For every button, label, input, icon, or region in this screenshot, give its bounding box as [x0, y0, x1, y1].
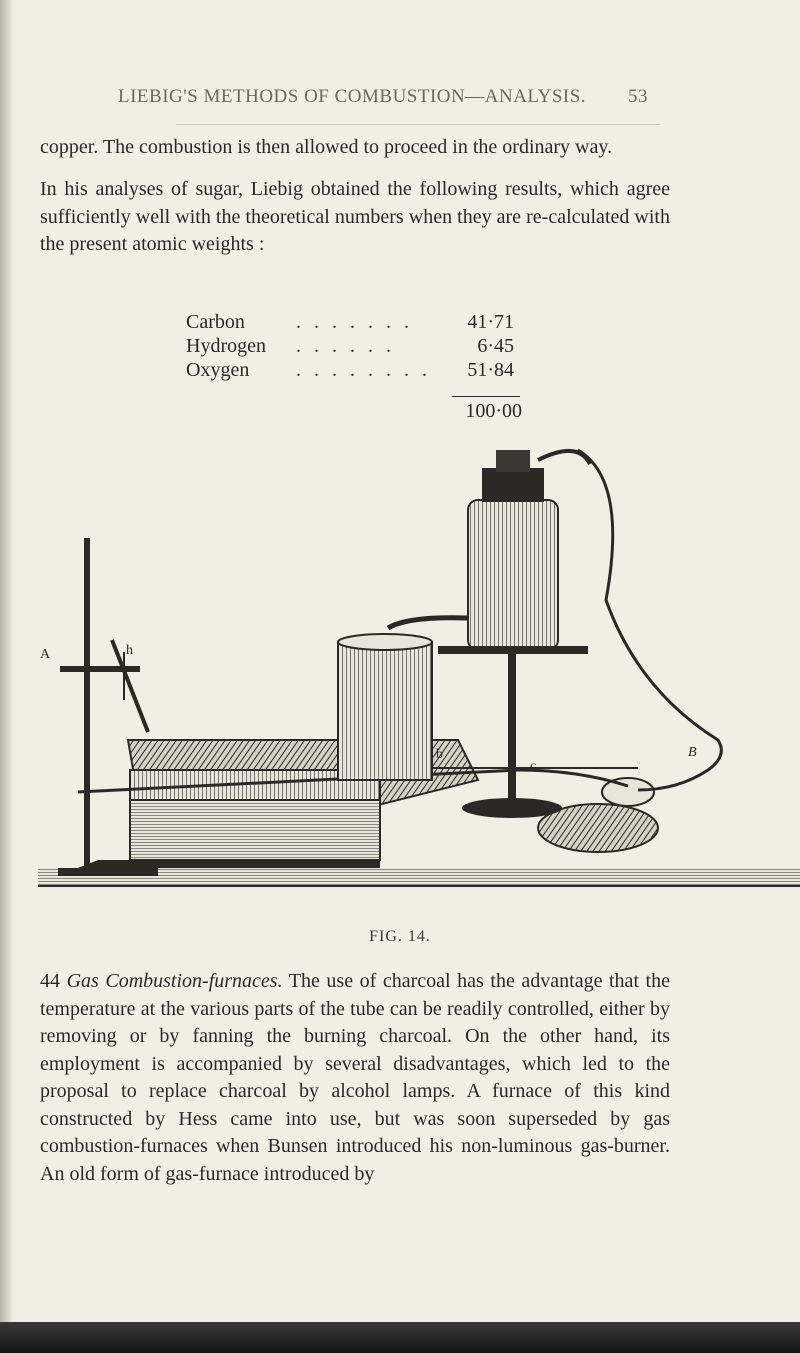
combustion-apparatus-figure	[38, 440, 800, 915]
label-a: A	[40, 647, 51, 662]
header-rule	[176, 124, 660, 125]
section-number: 44	[40, 970, 60, 992]
section-body: The use of charcoal has the advantage that the temperature at the various parts of the tube can be readily controlled, either by removing or by fanning the burning charcoal. On the other hand, its employment is accompanied by several disadvantages, which led to the proposal to replace charcoal by alcohol lamps. A furnace of this kind constructed by Hess came into use, but was soon superseded by gas combustion-furnaces when Bunsen introduced his non-luminous gas-burner. An old form of gas-furnace introduced by	[40, 970, 670, 1185]
figure-caption: FIG. 14.	[369, 928, 431, 945]
results-table	[186, 310, 536, 382]
element-name: Hydrogen	[186, 335, 266, 357]
rubber-tube	[538, 450, 721, 790]
scan-bottom-edge	[0, 1322, 800, 1353]
paragraph-liebig-text: In his analyses of sugar, Liebig obtained the following results, which agree sufficiently well with the theoretical numbers when they are re-calculated with the present atomic weights :	[40, 178, 670, 255]
element-value: 51·84	[467, 359, 514, 381]
running-title: LIEBIG'S METHODS OF COMBUSTION—ANALYSIS.	[118, 86, 587, 107]
total-value: 100·00	[465, 400, 522, 422]
table-row	[186, 358, 536, 382]
label-h: h	[126, 643, 133, 658]
leader-dots: . . . . . .	[296, 335, 395, 357]
label-c: c	[530, 759, 537, 774]
sum-rule	[452, 396, 520, 397]
paragraph-continuation: copper. The combustion is then allowed to proceed in the ordinary way.	[40, 136, 613, 158]
paragraph-liebig-results	[40, 176, 670, 259]
section-title: Gas Combustion-furnaces.	[66, 970, 283, 992]
leader-dots: . . . . . . .	[296, 311, 413, 333]
page-number: 53	[628, 86, 648, 107]
label-b: b	[436, 747, 443, 762]
combustion-furnace	[78, 740, 518, 868]
element-name: Carbon	[186, 311, 245, 333]
element-name: Oxygen	[186, 359, 250, 381]
leader-dots: . . . . . . . .	[296, 359, 431, 381]
page-gutter-shadow	[0, 0, 14, 1353]
section-44-paragraph	[40, 968, 670, 1188]
element-value: 6·45	[477, 335, 514, 357]
table-row	[186, 334, 536, 358]
label-b-upper: B	[688, 745, 697, 760]
element-value: 41·71	[467, 311, 514, 333]
table-row	[186, 310, 536, 334]
